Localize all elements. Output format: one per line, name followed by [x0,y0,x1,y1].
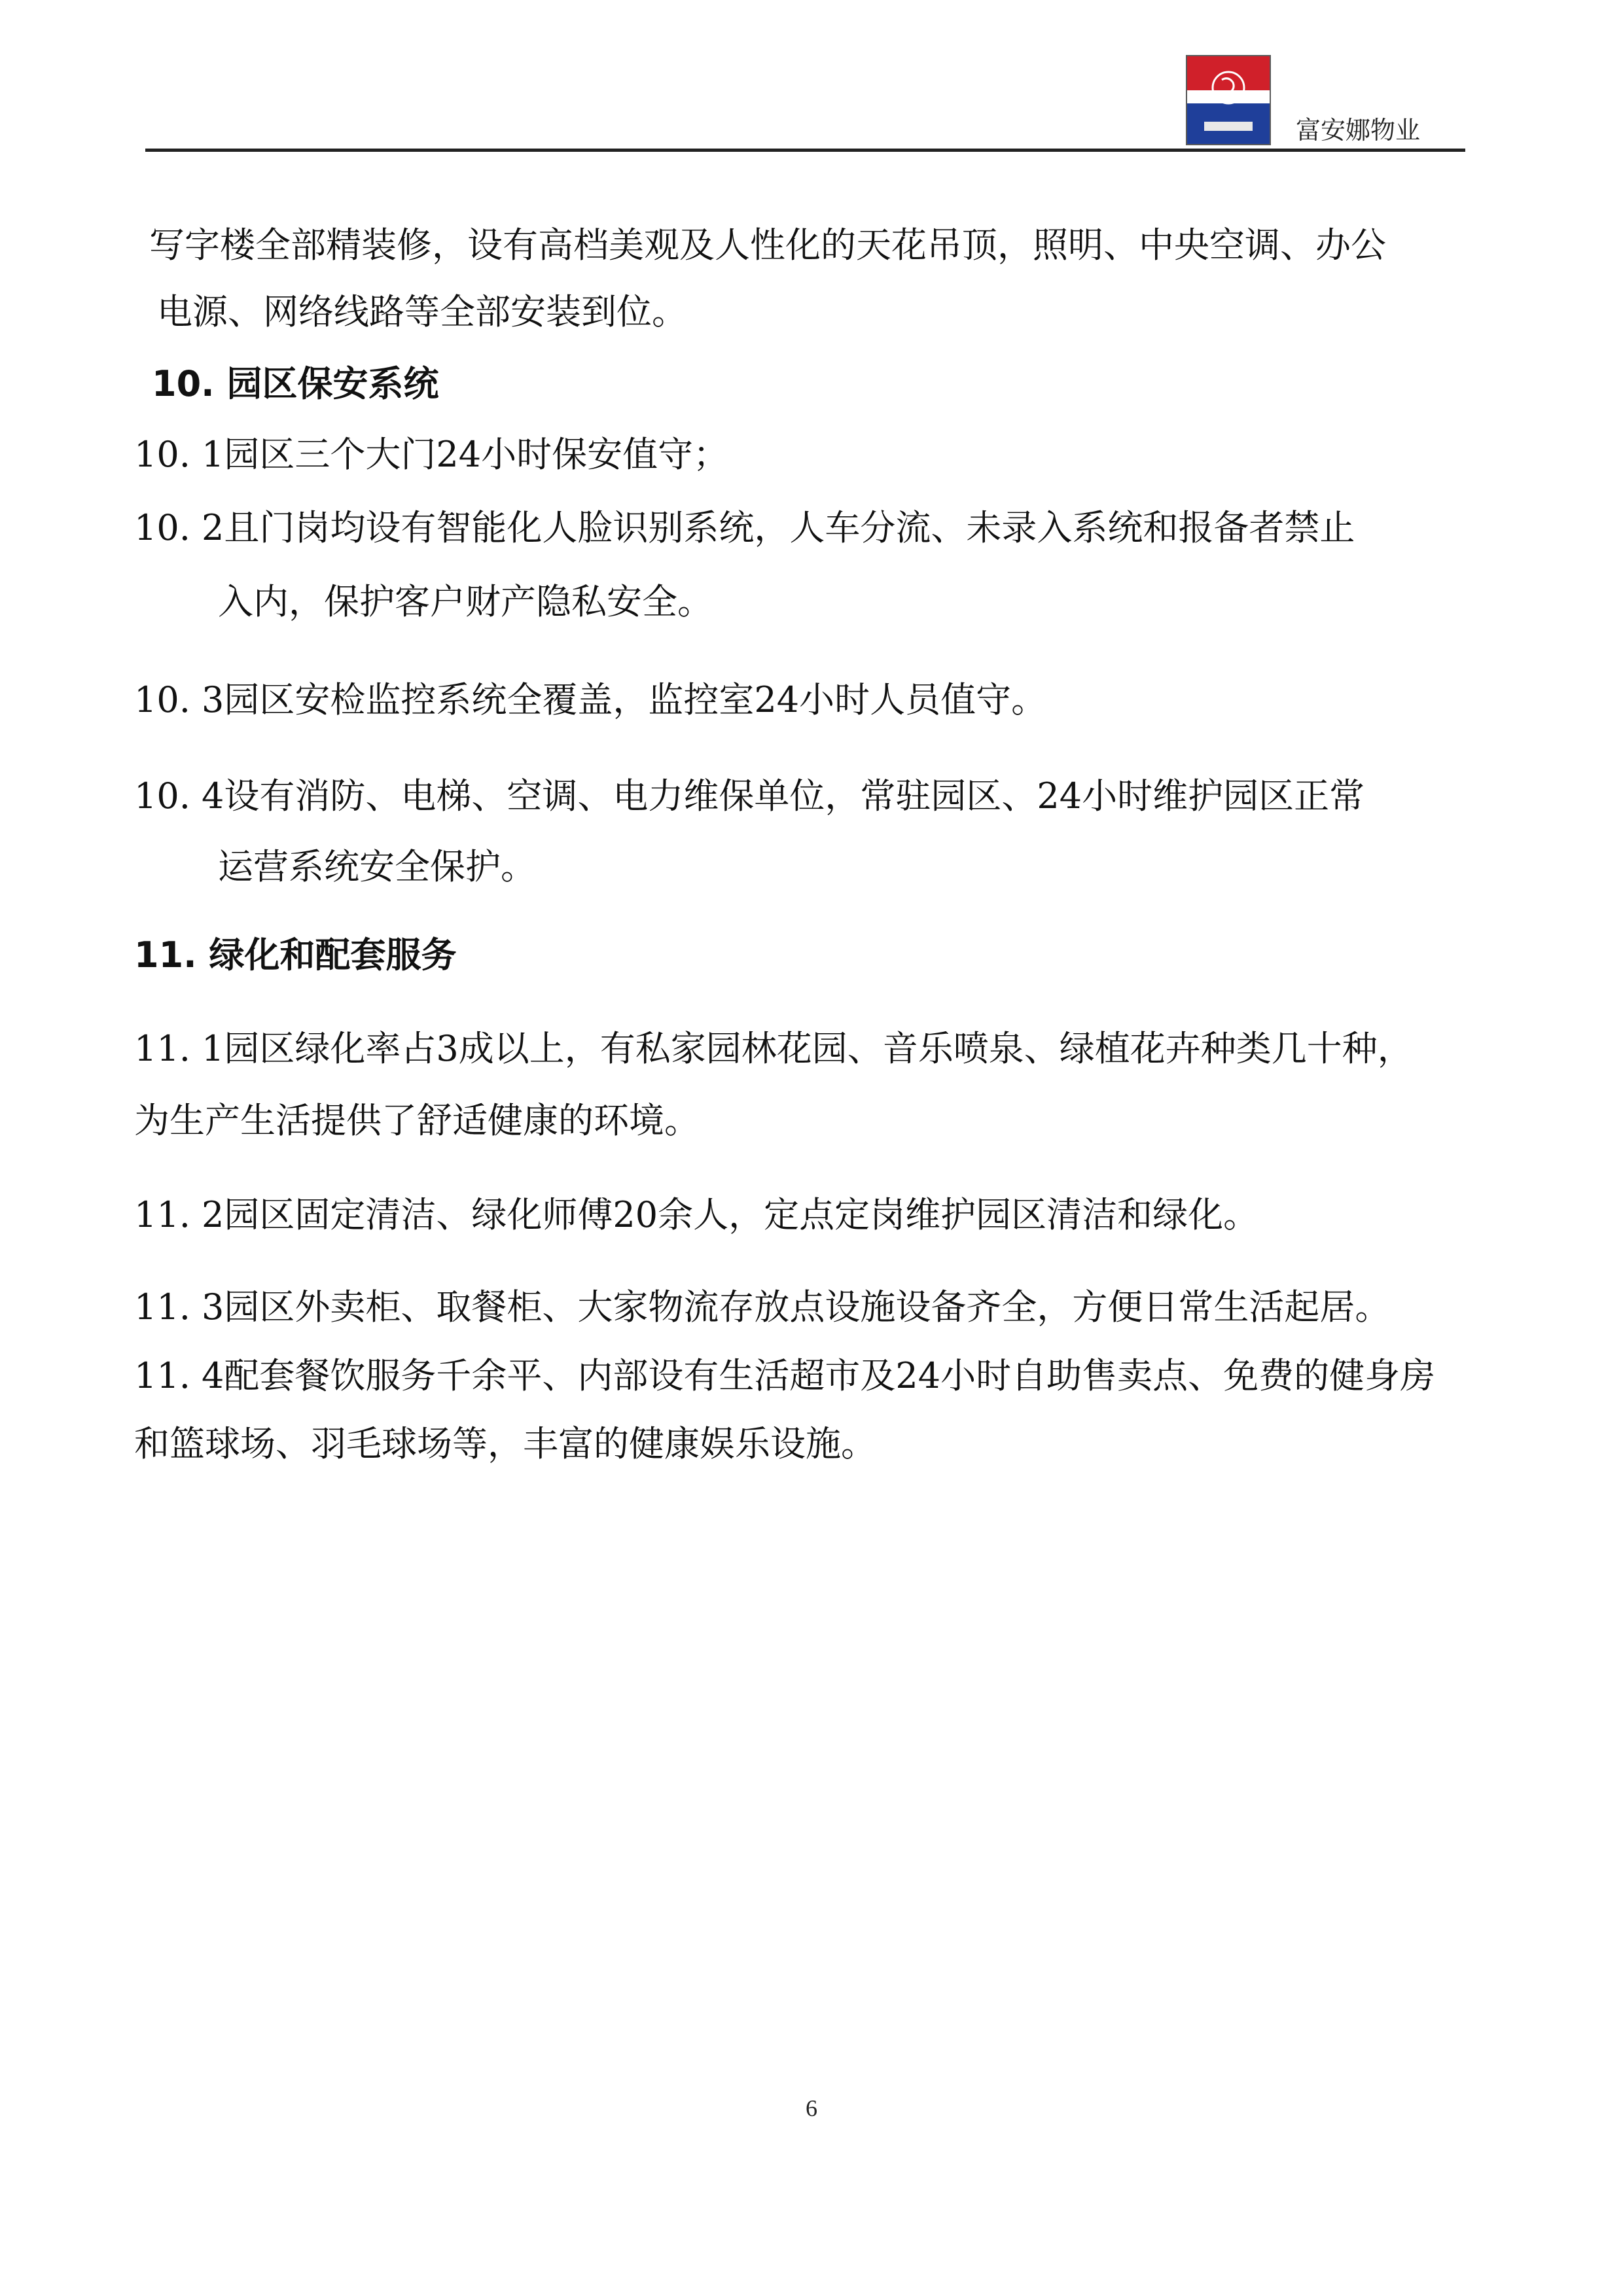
page-number: 6 [806,2095,817,2121]
company-logo [1186,55,1271,145]
section-heading-10: 10. 园区保安系统 [152,363,439,404]
list-item: 10. 1园区三个大门24小时保安值守； [134,434,729,475]
paragraph-line: 写字楼全部精装修，设有高档美观及人性化的天花吊顶，照明、中央空调、办公 [149,224,1386,266]
list-item: 10. 4设有消防、电梯、空调、电力维保单位，常驻园区、24小时维护园区正常 [134,775,1365,817]
paragraph-line: 电源、网络线路等全部安装到位。 [157,291,687,332]
company-name: 富安娜物业 [1296,116,1421,145]
list-item-continuation: 入内，保护客户财产隐私安全。 [218,581,713,622]
list-item: 11. 1园区绿化率占3成以上，有私家园林花园、音乐喷泉、绿植花卉种类几十种， [134,1028,1413,1069]
header-divider [145,149,1465,152]
list-item-continuation: 运营系统安全保护。 [218,846,536,887]
list-item: 11. 2园区固定清洁、绿化师傅20余人，定点定岗维护园区清洁和绿化。 [134,1194,1259,1235]
list-item: 11. 4配套餐饮服务千余平、内部设有生活超市及24小时自助售卖点、免费的健身房 [134,1355,1436,1396]
section-heading-11: 11. 绿化和配套服务 [134,934,457,976]
fuanna-logo-icon [1187,56,1270,144]
list-item-continuation: 为生产生活提供了舒适健康的环境。 [134,1100,700,1141]
list-item-continuation: 和篮球场、羽毛球场等，丰富的健康娱乐设施。 [134,1423,876,1464]
list-item: 11. 3园区外卖柜、取餐柜、大家物流存放点设施设备齐全，方便日常生活起居。 [134,1286,1391,1328]
list-item: 10. 2且门岗均设有智能化人脸识别系统，人车分流、未录入系统和报备者禁止 [134,507,1355,548]
list-item: 10. 3园区安检监控系统全覆盖，监控室24小时人员值守。 [134,679,1047,720]
